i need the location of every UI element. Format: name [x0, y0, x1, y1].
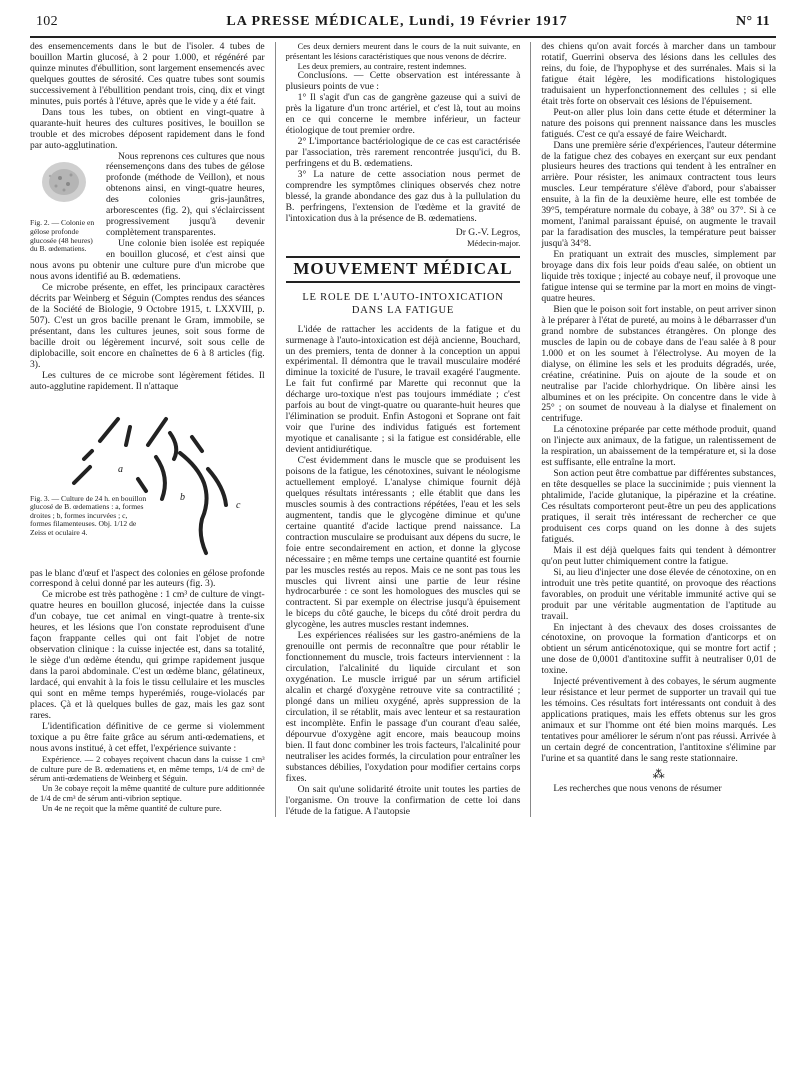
paragraph: Les cultures de ce microbe sont légèrement fétides. Il auto-agglutine rapidement. Il n'attaque [30, 369, 265, 392]
column-1 [30, 42, 265, 817]
paragraph: des ensemencements dans le but de l'isoler. 4 tubes de bouillon Martin glucosé, à 2 pour 1.000, et régénéré par quinze minutes d'ébullition, sont largement ensemencés avec quelques gouttes de sérosité. Ces quatre tubes sont soumis successivement à l'ébullition pendant trois, cinq, dix et vingt minutes, puis portés à l'étuve, après que le vide y a été fait. [30, 41, 265, 107]
figure-3 [30, 397, 265, 565]
paragraph: La cénotoxine préparée par cette méthode produit, quand on l'injecte aux animaux, de la fatigue, un ralentissement de la respiration, un abaissement de la température et, si la dose est suffisante, elle entraîne la mort. [541, 424, 776, 469]
section-title: MOUVEMENT MÉDICAL [286, 256, 521, 283]
page-header [30, 14, 776, 36]
paragraph: Mais il est déjà quelques faits qui tendent à démontrer qu'on peut lutter chimiquement contre la fatigue. [541, 544, 776, 567]
page-number: 102 [36, 14, 58, 29]
paragraph: Les deux premiers, au contraire, restent indemnes. [297, 61, 467, 71]
author-title: Médecin-major. [467, 238, 521, 248]
column-divider [530, 42, 531, 817]
paragraph: pas le blanc d'œuf et l'aspect des colonies en gélose profonde correspond à celui donné par les auteurs (fig. 3). [30, 567, 265, 590]
paragraph: Ce microbe est très pathogène : 1 cm³ de culture de vingt-quatre heures en bouillon glucosé, injectée dans la cuisse d'un cobaye, tue cet animal en vingt-quatre à trente-six heures, et les lésions que l'on constate reproduisent d'une façon frappante celles qui ont fait l'objet de notre observation clinique : la cuisse injectée est, dans sa totalité, le siège d'un œdème étendu, qui grimpe rapidement jusque dans la paroi abdominale. C'est un œdème blanc, gélatineux, lardacé, qui envahit à la fois le tissu cellulaire et les muscles qui sont en même temps hyperémiés, rouge-violacés par places. Çà et là quelques bulles de gaz, mais les gaz sont rares. [30, 589, 265, 721]
paragraph: Une colonie bien isolée est repiquée en bouillon glucosé, et c'est ainsi que nous avons pu obtenir une culture pure d'un microbe que nous avons identifié au B. œdematiens. [30, 238, 265, 283]
bacilli-drawing [30, 397, 272, 565]
paragraph: Un 3e cobaye reçoit la même quantité de culture pure additionnée de 1/4 de cm³ de sérum anti-vibrion septique. [30, 784, 265, 803]
paragraph: Nous reprenons ces cultures que nous réensemençons dans des tubes de gélose profonde (méthode de Veillon), et nous obtenons ainsi, en vingt-quatre heures, des colonies gris-jaunâtres, arborescentes (fig. 2), qui s'éclaircissent progressivement jusqu'à devenir complètement transparentes. [106, 150, 265, 239]
paragraph: Injecté préventivement à des cobayes, le sérum augmente leur résistance et leur permet de supporter un travail qui tue les témoins. Ces résultats fort intéressants ont conduit à des applications pratiques, mais les effets obtenus sur les gros animaux et sur l'homme ont été bien moins marqués. Les tentatives pour améliorer le sérum n'ont pas réussi. Arrivée à un certain degré de concentration, l'antitoxine s'élimine par l'urine et sa quantité dans le sang reste stationnaire. [541, 676, 776, 764]
publication-title: LA PRESSE MÉDICALE, Lundi, 19 Février 1917 [226, 14, 568, 29]
paragraph: L'identification définitive de ce germe si violemment toxique a pu être faite grâce au sérum anti-œdematiens, et nous avons institué, à cet effet, l'expérience suivante : [30, 720, 265, 754]
column-divider [275, 42, 276, 817]
paragraph: Les expériences réalisées sur les gastro-anémiens de la grenouille ont permis de reconnaître que pour rétablir le fonctionnement du muscle, trois facteurs interviennent : la circulation, l'alcalinité du liquide circulant et son oxygénation. Le muscle irrigué par un sérum artificiel alcalin et chargé d'oxygène retrouve vite sa contractilité ; plongé dans un milieu oxygéné, après suppression de la circulation, il se rétablit, mais avec lenteur et sa restauration est incomplète. Enfin le passage d'un courant d'eau salée, dépourvue d'oxygène agit encore, mais beaucoup moins bien. Il faut donc combiner les trois facteurs, l'alcalinité pour neutraliser les acides formés, la circulation pour entraîner les substances débilies, l'oxydation pour modifier certains corps fixes. [285, 630, 521, 784]
paragraph: Son action peut être combattue par différentes substances, en tête desquelles se place la succinimide ; puis viennent la phtalimide, l'acide glutanique, la pipérazine et la créatine. Ces résultats comporteront peut-être un peu des applications pratiques, il serait très intéressant de rechercher ce que produisent ces corps quand on les donne à des sujets fatigués. [541, 468, 776, 545]
figure-3-caption: Fig. 3. — Culture de 24 h. en bouillon glucosé de B. œdematiens : a, formes droites ; b, formes incurvées ; c, formes filamenteuses. Obj. 1/12 de Zeiss et oculaire 4. [30, 493, 147, 537]
paragraph: En injectant à des chevaux des doses croissantes de cénotoxine, on provoque la formation d'anticorps et on obtient un sérum anticénotoxique, qui se montre fort actif ; une dose de 0,0001 d'antitoxine suffit à neutraliser 0,01 de toxine. [541, 621, 776, 677]
paragraph: L'idée de rattacher les accidents de la fatigue et du surmenage à l'auto-intoxication est déjà ancienne, Bouchard, un des premiers, tenta de donner à la conception un appui expérimental. Il démontra que le travail musculaire modéré diminue la toxicité de l'usure, le travail exagéré l'augmente. Le fait fut confirmé par Marette qui reconnut que la décharge uro-toxique n'est pas toujours immédiate ; c'est parfois au bout de vingt-quatre ou quarante-huit heures que l'élimination se produit. Enfin Astogoni et Soprane ont fait voir que l'urine des individus fatigués est fortement myotique et canalisante ; si la fatigue est considérable, elle devient antidiurétique. [285, 323, 521, 456]
paragraph: 1° Il s'agit d'un cas de gangrène gazeuse qui a suivi de près la ligature d'un tronc artériel, et c'est là, tout au moins en ce qui concerne le membre inférieur, un facteur étiologique de tout premier ordre. [285, 92, 521, 137]
paragraph: Bien que le poison soit fort instable, on peut arriver sinon à le préparer à l'état de pureté, au moins à le débarrasser d'un grand nombre de substances étrangères. On plonge des muscles de lapin ou de cobaye dans de l'eau salée à 8 pour 1.000 et on les soumet à l'électrolyse. Au moyen de la dialyse, on élimine les sels et les produits dégradés, urée, créatine, créatinine. Puis on ajoute de la soude et on neutralise par l'acide chlorhydrique. On libère ainsi les albumines et on les précipite. On concentre dans le vide à 25° ; on soumet de nouveau à la dialyse et finalement on centrifuge. [541, 303, 776, 425]
paragraph: Un 4e ne reçoit que la même quantité de culture pure. [42, 803, 222, 813]
paragraph: Peut-on aller plus loin dans cette étude et déterminer la nature des poisons qui prennent naissance dans les muscles fatigués. C'est ce qu'a essayé de faire Weichardt. [541, 106, 776, 140]
paragraph: Si, au lieu d'injecter une dose élevée de cénotoxine, on en introduit une très petite quantité, on provoque des réactions favorables, on produit une véritable immunité active qui se produit par une véritable augmentation de l'aptitude au travail. [541, 566, 776, 622]
paragraph: 2° L'importance bactériologique de ce cas est caractérisée par l'association, très rarement rencontrée jusqu'ici, du B. perfringens et du B. œdematiens. [285, 136, 521, 170]
paragraph: Dans une première série d'expériences, l'auteur détermine de la fatigue chez des cobayes en exerçant sur eux pendant plusieurs heures des tractions qui tendent à les entraîner en arrière. Pour résister, les animaux contractent tous leurs muscles. Leur température s'élève d'abord, pour s'abaisser ensuite, à la fin de la deuxième heure, elle est tombée de 39°5, température normale du cobaye, à 38° ou 37°. Si à ce moment, l'animal paraissant épuisé, on augmente le travail par la faradisation des muscles, la température peut baisser jusqu'à 34°8. [541, 139, 776, 250]
columns [30, 42, 776, 817]
paragraph: C'est évidemment dans le muscle que se produisent les poisons de la fatigue, les cénotoxines, suivant le néologisme actuellement employé. L'analyse chimique fournit déjà quelques résultats intéressants ; elle établit que dans les muscles soumis à des contractions répétées, l'eau et les sels augmentent, tandis que le glycogène diminue et qu'une certaine quantité d'acide lactique prend naissance. La contraction musculaire se produisant aux dépens du sucre, le foie entre secondairement en action, et donne la glycose nécessaire ; en même temps une certaine quantité est fournie par les muscles restés au repos. Mais ce ne sont pas tous les muscles qui livrent ainsi une partie de leur résine hydrocarburée : ce sont les homologues des muscles qui se contractent. Si par exemple on électrise jusqu'à épuisement le biceps du côté gauche, le biceps du côté droit perdra du glycogène, les autres muscles restant indemnes. [285, 455, 521, 631]
paragraph: des chiens qu'on avait forcés à marcher dans un tambour rotatif, Guerrini observa des lésions dans les cellules des reins, du foie, de l'hypophyse et des surrénales. Mais si la fatigue était légère, les modifications histologiques traduisaient un hyperfonctionnement des cellules ; si elle était très forte on observait ces lésions de l'épuisement. [541, 41, 776, 107]
newspaper-page [30, 14, 776, 817]
figure-2-caption: Fig. 2. — Colonie en gélose profonde glucosée (48 heures) du B. œdematiens. [30, 218, 95, 254]
section-separator: ⁂ [652, 766, 665, 781]
label-c: c [236, 499, 241, 511]
colony-image [30, 154, 98, 216]
paragraph: Expérience. — 2 cobayes reçoivent chacun dans la cuisse 1 cm³ de culture pure de B. œdematiens et, en même temps, 1/4 de cm³ de sérum anti-œdematiens de Weinberg et Séguin. [30, 754, 265, 784]
paragraph: Ces deux derniers meurent dans le cours de la nuit suivante, en présentant les lésions caractéristiques que nous venons de décrire. [285, 42, 521, 61]
column-2 [286, 42, 521, 817]
article-title: LE ROLE DE L'AUTO-INTOXICATION DANS LA FATIGUE [302, 291, 504, 316]
paragraph: Conclusions. — Cette observation est intéressante à plusieurs points de vue : [285, 70, 521, 93]
header-rule [30, 36, 776, 38]
paragraph: Les recherches que nous venons de résumer [553, 782, 722, 794]
label-a: a [118, 463, 123, 475]
column-3 [541, 42, 776, 817]
paragraph: Ce microbe présente, en effet, les principaux caractères décrits par Weinberg et Séguin (Comptes rendus des séances de la Société de Biologie, 9 Octobre 1915, t. LXXVIII, p. 507). C'est un gros bacille prenant le Gram, immobile, se présentant, dans les cultures jeunes, soit sous forme de bacille droit ou légèrement incurvé, soit sous celle de diplobacille, soit encore en chaînettes de 6 à 8 articles (fig. 3). [30, 281, 265, 370]
paragraph: Dans tous les tubes, on obtient en vingt-quatre à quarante-huit heures des cultures positives, le bouillon se trouble et des microbes déposent rapidement dans le fond par auto-agglutination. [30, 106, 265, 151]
label-b: b [180, 491, 185, 503]
paragraph: On sait qu'une solidarité étroite unit toutes les parties de l'organisme. On trouve la confirmation de cette loi dans l'étude de la fatigue. A l'autopsie [285, 783, 521, 817]
figure-2 [30, 154, 100, 254]
paragraph: En pratiquant un extrait des muscles, simplement par broyage dans dix fois leur poids d'eau salée, on obtient un liquide très toxique ; injecté au cobaye neuf, il provoque une fatigue intense qui se termine par la mort en moins de vingt-quatre heures. [541, 249, 776, 304]
paragraph: 3° La nature de cette association nous permet de comprendre les symptômes cliniques observés chez notre blessé, la grande abondance des gaz dus à la pullulation du B. perfringens, l'extension de l'œdème et la gravité de l'intoxication dus à la présence de B. œdematiens. [285, 168, 521, 224]
issue-number: N° 11 [736, 14, 770, 29]
author-signature: Dr G.-V. Legros, [455, 226, 521, 238]
